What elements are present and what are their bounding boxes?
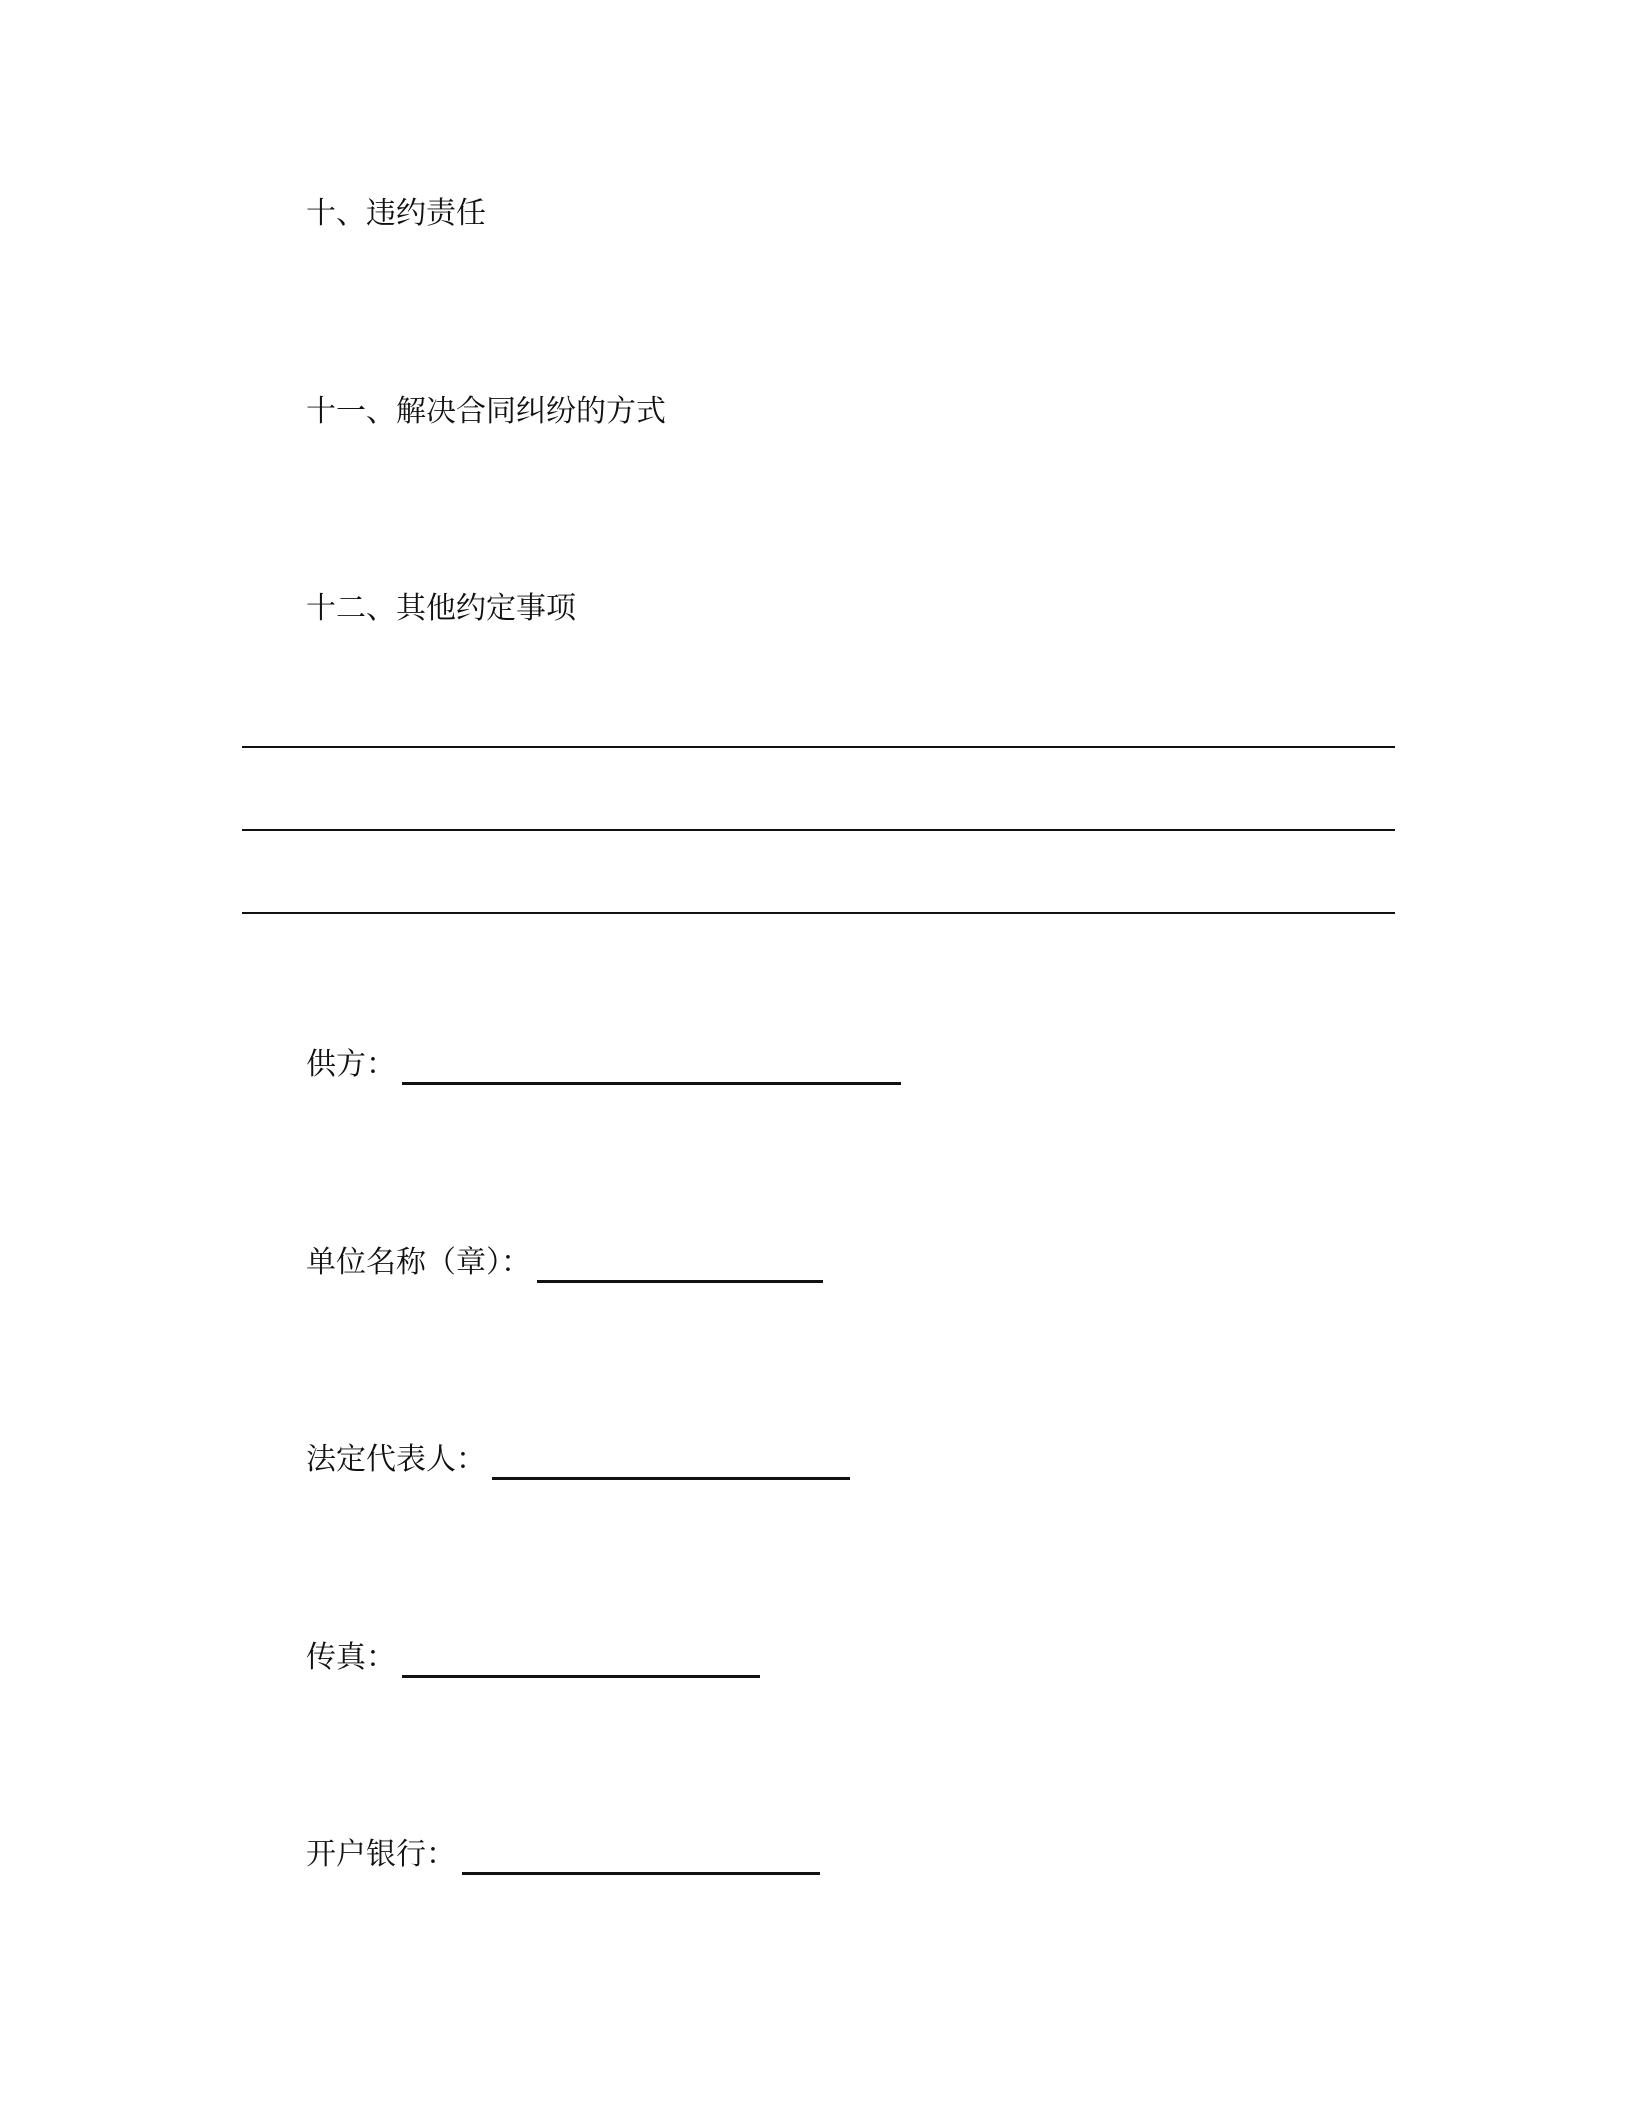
supplier-field — [306, 1045, 901, 1085]
section-heading-dispute-resolution: 十一、解决合同纠纷的方式 — [306, 394, 666, 429]
unit-name-label: 单位名称（章）： — [306, 1245, 531, 1280]
fax-blank[interactable] — [402, 1645, 760, 1678]
bank-blank[interactable] — [462, 1842, 820, 1875]
legal-rep-label: 法定代表人： — [306, 1442, 486, 1477]
bank-label: 开户银行： — [306, 1837, 456, 1872]
legal-rep-field — [306, 1440, 850, 1480]
legal-rep-blank[interactable] — [492, 1447, 850, 1480]
bank-field — [306, 1835, 820, 1875]
other-matters-line-1[interactable] — [242, 746, 1395, 748]
supplier-label: 供方： — [306, 1047, 396, 1082]
supplier-blank[interactable] — [402, 1052, 901, 1085]
other-matters-line-3[interactable] — [242, 912, 1395, 914]
other-matters-line-2[interactable] — [242, 829, 1395, 831]
section-heading-other-matters: 十二、其他约定事项 — [306, 591, 576, 626]
unit-name-field — [306, 1243, 823, 1283]
fax-field — [306, 1638, 760, 1678]
unit-name-blank[interactable] — [537, 1250, 823, 1283]
section-heading-breach-liability: 十、违约责任 — [306, 196, 486, 231]
fax-label: 传真： — [306, 1640, 396, 1675]
